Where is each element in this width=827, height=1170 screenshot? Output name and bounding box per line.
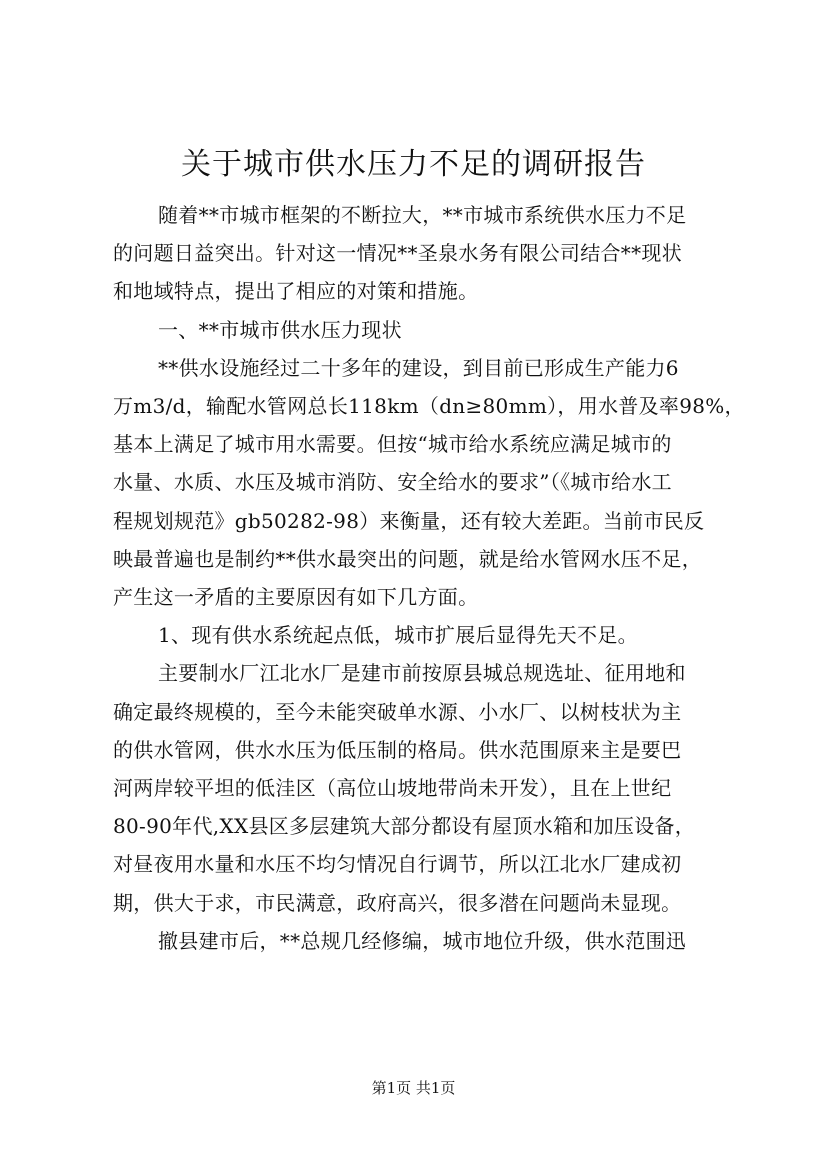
body-line: 水量、水质、水压及城市消防、安全给水的要求”（《城市给水工: [113, 470, 672, 495]
body-line: 确定最终规模的，至今未能突破单水源、小水厂、以树枝状为主: [113, 699, 682, 724]
body-line: 产生这一矛盾的主要原因有如下几方面。: [113, 585, 479, 610]
document-title: 关于城市供水压力不足的调研报告: [181, 147, 646, 182]
subsection-heading: 1、现有供水系统起点低，城市扩展后显得先天不足。: [158, 623, 638, 648]
body-line: 万m3/d，输配水管网总长118km（dn≥80mm），用水普及率98%，: [113, 394, 745, 419]
page-footer: 第1页 共1页: [371, 1079, 456, 1097]
body-line: 随着**市城市框架的不断拉大，**市城市系统供水压力不足: [158, 203, 687, 227]
body-line: 的问题日益突出。针对这一情况**圣泉水务有限公司结合**现状: [113, 241, 682, 266]
body-line: 基本上满足了城市用水需要。但按“城市给水系统应满足城市的: [113, 432, 672, 457]
body-line: **供水设施经过二十多年的建设，到目前已形成生产能力6: [158, 355, 679, 380]
body-line: 映最普遍也是制约**供水最突出的问题，就是给水管网水压不足，: [113, 546, 702, 571]
body-line: 对昼夜用水量和水压不均匀情况自行调节，所以江北水厂建成初: [113, 852, 682, 877]
body-line: 80-90年代,XX县区多层建筑大部分都设有屋顶水箱和加压设备，: [113, 814, 696, 839]
body-line: 的供水管网，供水水压为低压制的格局。供水范围原来主是要巴: [113, 737, 682, 762]
body-line: 主要制水厂江北水厂是建市前按原县城总规选址、征用地和: [158, 661, 686, 686]
body-line: 和地域特点，提出了相应的对策和措施。: [113, 279, 479, 304]
section-heading: 一、**市城市供水压力现状: [158, 317, 402, 342]
document-body: [113, 196, 745, 960]
body-line: 程规划规范》gb50282-98）来衡量，还有较大差距。当前市民反: [113, 508, 705, 533]
body-line: 撤县建市后，**总规几经修编，城市地位升级，供水范围迅: [158, 928, 687, 953]
body-line: 河两岸较平坦的低洼区（高位山坡地带尚未开发），且在上世纪: [113, 776, 672, 801]
body-line: 期，供大于求，市民满意，政府高兴，很多潜在问题尚未显现。: [113, 890, 682, 915]
